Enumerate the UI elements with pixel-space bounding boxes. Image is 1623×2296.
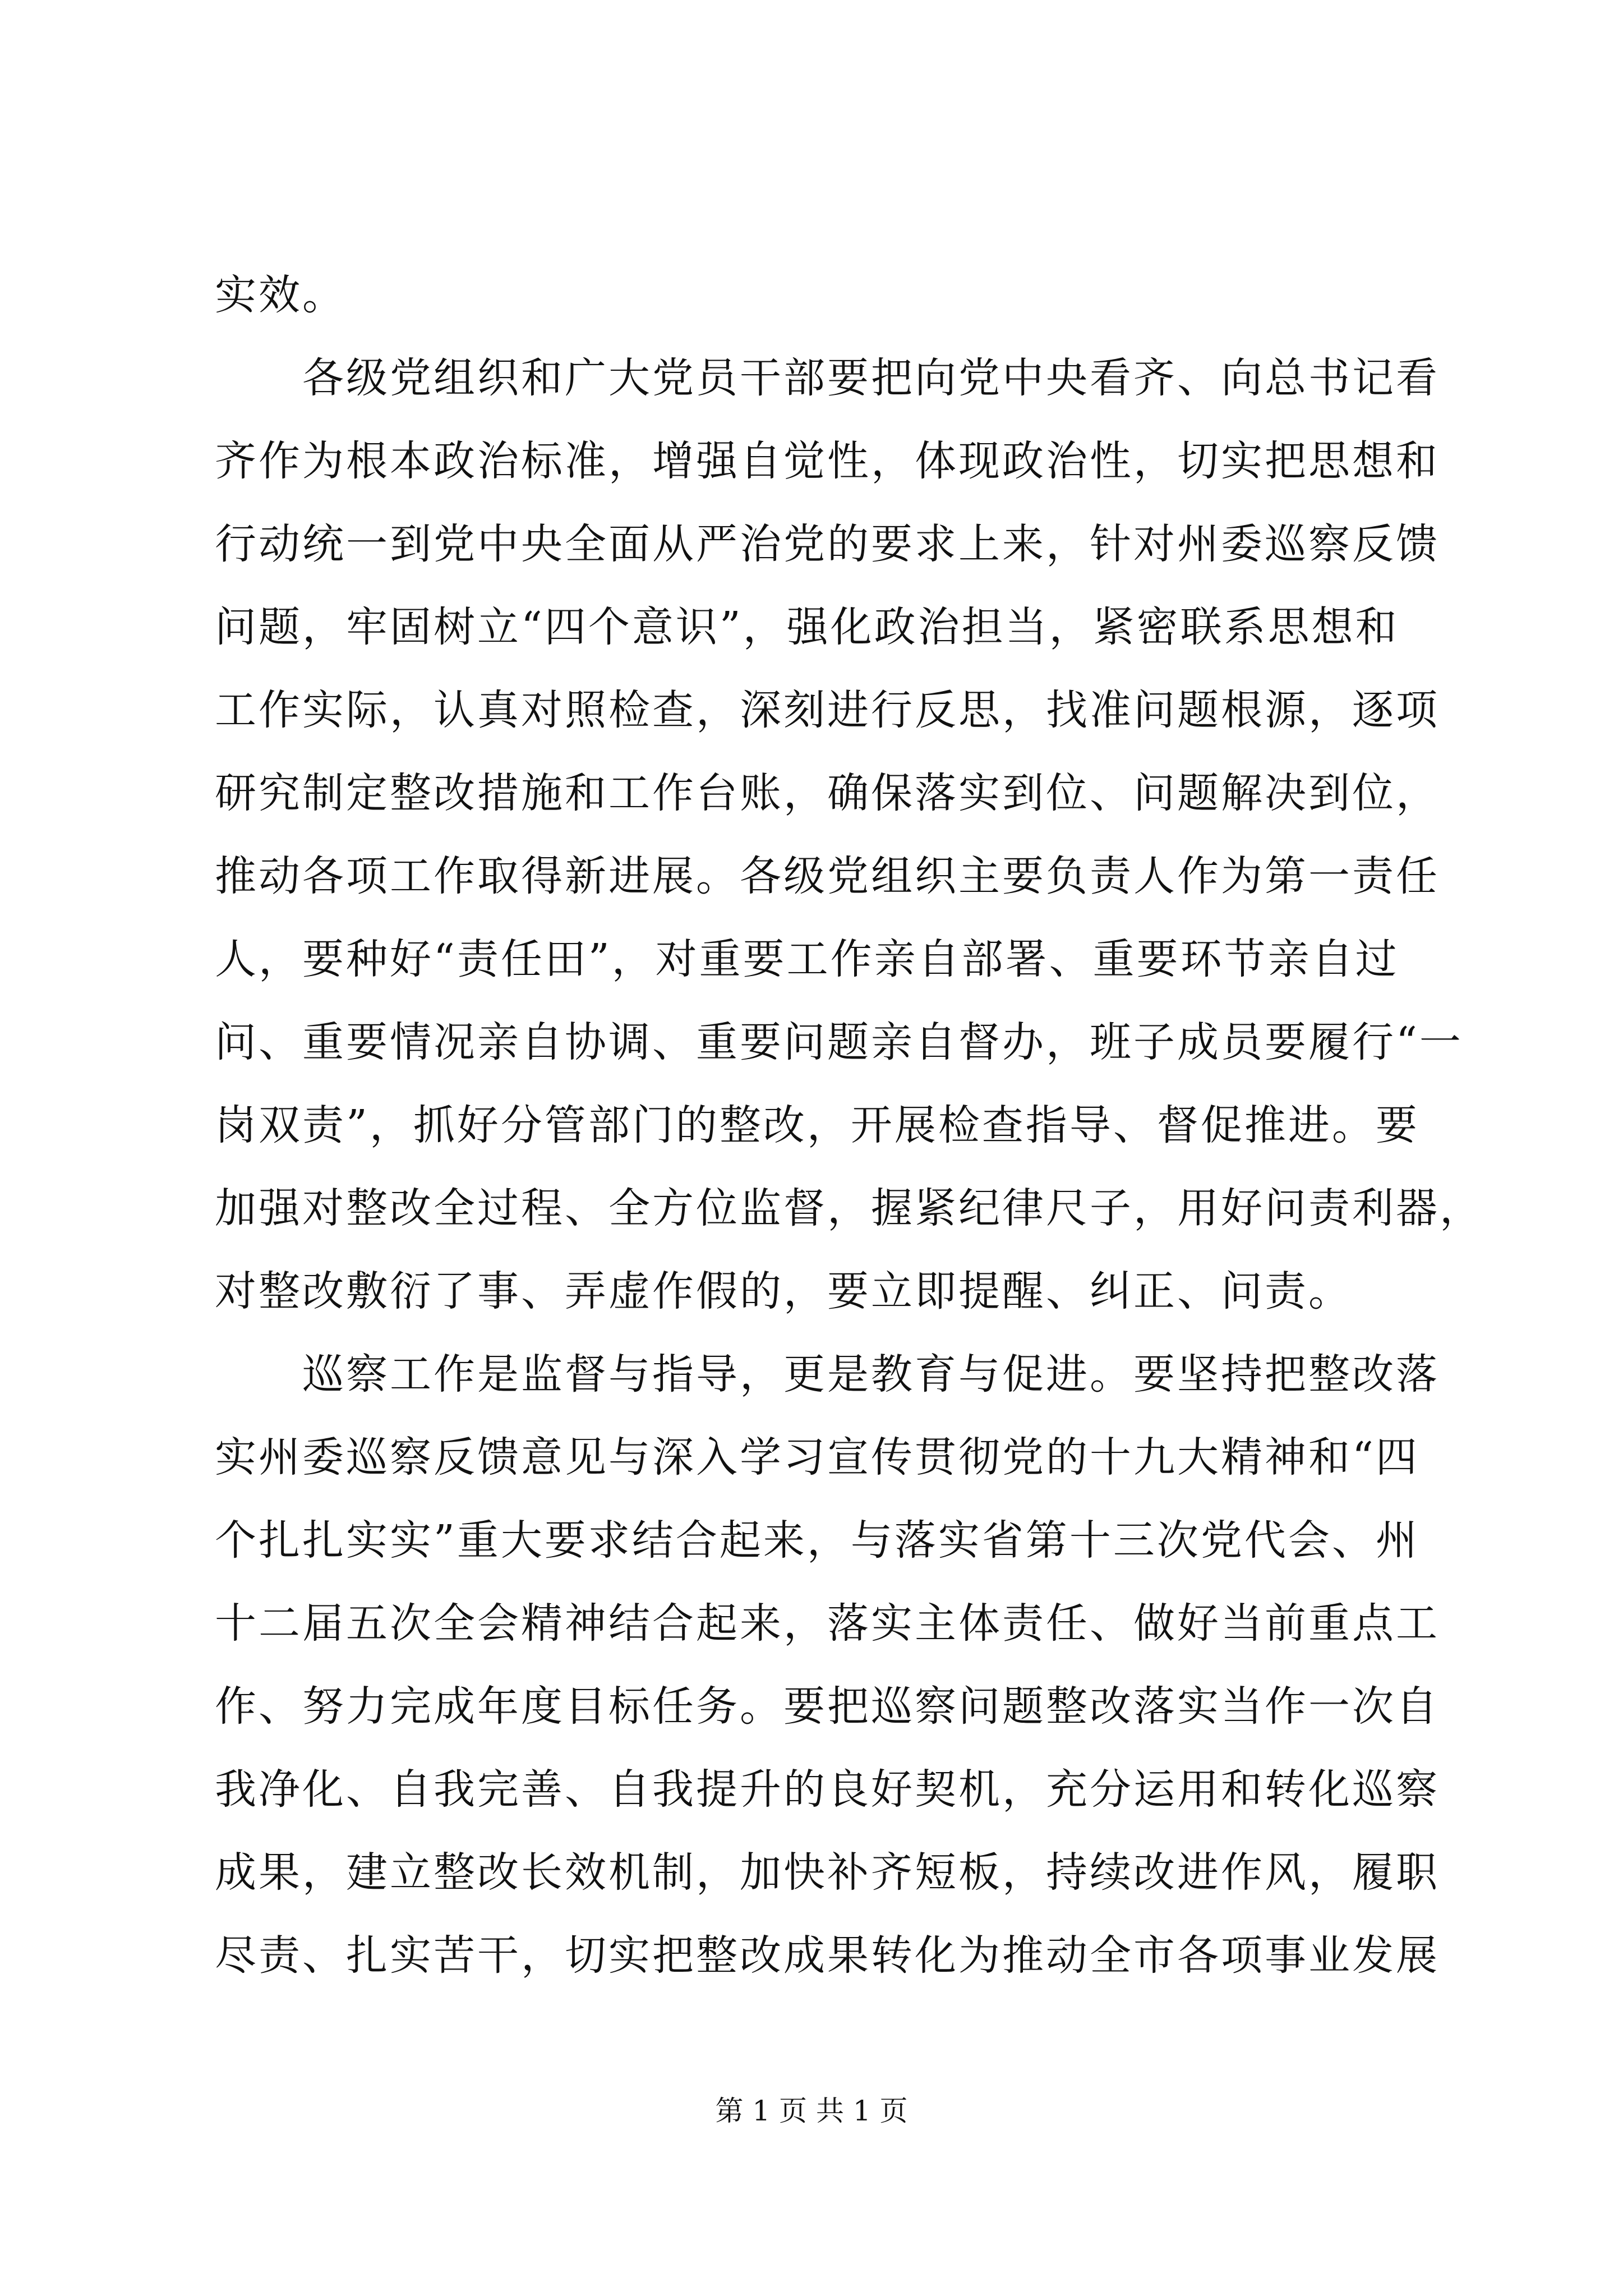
text-line: 巡察工作是监督与指导，更是教育与促进。要坚持把整改落 xyxy=(215,1350,1440,1398)
text-line: 工作实际，认真对照检查，深刻进行反思，找准问题根源，逐项 xyxy=(215,686,1440,734)
text-line: 我净化、自我完善、自我提升的良好契机，充分运用和转化巡察 xyxy=(215,1765,1440,1814)
text-line: 十二届五次全会精神结合起来，落实主体责任、做好当前重点工 xyxy=(215,1599,1440,1648)
text-line: 问题，牢固树立“四个意识”，强化政治担当，紧密联系思想和 xyxy=(215,603,1399,651)
text-line: 人，要种好“责任田”，对重要工作亲自部署、重要环节亲自过 xyxy=(215,935,1399,983)
text-line: 岗双责”，抓好分管部门的整改，开展检查指导、督促推进。要 xyxy=(215,1101,1419,1149)
text-line: 问、重要情况亲自协调、重要问题亲自督办，班子成员要履行“一 xyxy=(215,1018,1463,1066)
text-line: 尽责、扎实苦干，切实把整改成果转化为推动全市各项事业发展 xyxy=(215,1931,1440,1980)
text-line: 个扎扎实实”重大要求结合起来，与落实省第十三次党代会、州 xyxy=(215,1516,1419,1565)
text-line: 各级党组织和广大党员干部要把向党中央看齐、向总书记看 xyxy=(215,354,1440,402)
text-line: 研究制定整改措施和工作台账，确保落实到位、问题解决到位， xyxy=(215,769,1440,817)
text-line: 实效。 xyxy=(215,271,346,319)
text-line: 成果，建立整改长效机制，加快补齐短板，持续改进作风，履职 xyxy=(215,1848,1440,1897)
text-line: 对整改敷衍了事、弄虚作假的，要立即提醒、纠正、问责。 xyxy=(215,1267,1352,1315)
document-body xyxy=(215,254,1483,1997)
text-line: 行动统一到党中央全面从严治党的要求上来，针对州委巡察反馈 xyxy=(215,520,1440,568)
page-number-footer: 第 1 页 共 1 页 xyxy=(715,2095,908,2127)
text-line: 推动各项工作取得新进展。各级党组织主要负责人作为第一责任 xyxy=(215,852,1440,900)
text-line: 实州委巡察反馈意见与深入学习宣传贯彻党的十九大精神和“四 xyxy=(215,1433,1419,1481)
text-line: 作、努力完成年度目标任务。要把巡察问题整改落实当作一次自 xyxy=(215,1682,1440,1731)
text-line: 加强对整改全过程、全方位监督，握紧纪律尺子，用好问责利器， xyxy=(215,1184,1483,1232)
text-line: 齐作为根本政治标准，增强自觉性，体现政治性，切实把思想和 xyxy=(215,437,1440,485)
